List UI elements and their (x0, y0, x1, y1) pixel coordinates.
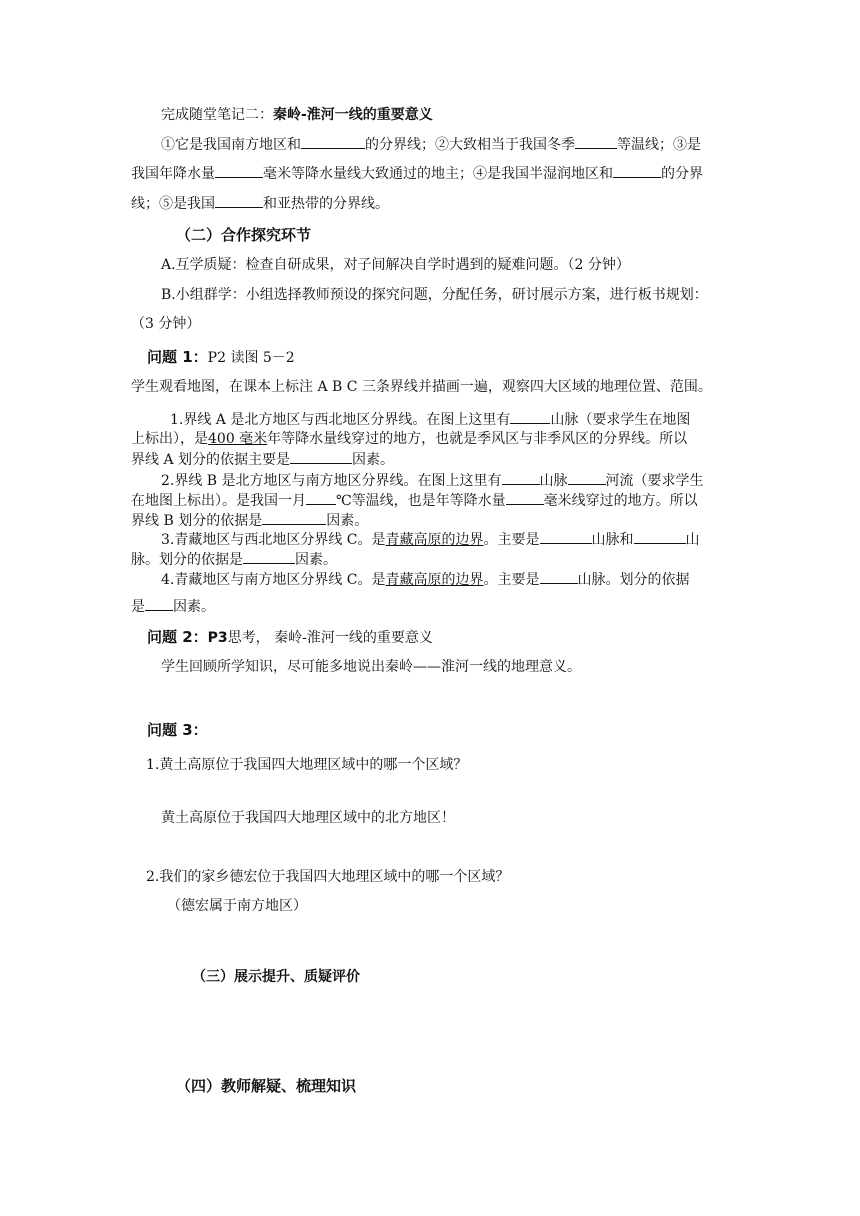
text-seg: 界线 A 划分的依据主要是 (131, 452, 291, 468)
text-seg: 线；⑤是我国 (131, 196, 215, 212)
notes2-line2 (131, 163, 703, 184)
q3-answer-1: 黄土高原位于我国四大地理区域中的北方地区！ (161, 810, 455, 826)
sec2-b1: B.小组群学：小组选择教师预设的探究问题，分配任务，研讨展示方案，进行板书规划： (161, 287, 708, 303)
fill-blank[interactable] (510, 409, 550, 424)
underlined-text: 400 毫米 (208, 431, 268, 447)
sec2-a: A.互学质疑：检查自研成果，对子间解决自学时遇到的疑难问题。（2 分钟） (161, 257, 630, 273)
text-seg: 。主要是 (483, 572, 540, 588)
text-seg: 毫米等降水量线大致通过的地主；④是我国半湿润地区和 (263, 166, 613, 182)
q2-label: 问题 2： (147, 628, 208, 646)
fill-blank[interactable] (568, 470, 606, 485)
section-3-heading: （三）展示提升、质疑评价 (192, 969, 360, 985)
text-seg: 我国年降水量 (131, 166, 215, 182)
text-seg: 上标出），是 (131, 431, 208, 447)
text-seg: 在地图上标出）。是我国一月 (131, 493, 306, 509)
text-seg: 和亚热带的分界线。 (263, 196, 389, 212)
text-seg: 1.界线 A 是北方地区与西北地区分界线。在图上这里有 (170, 412, 511, 428)
q1-item3-line1 (161, 529, 700, 550)
q1-heading (147, 347, 295, 368)
q2-rest: 思考， 秦岭-淮河一线的重要意义 (227, 630, 433, 646)
text-seg: ℃等温线，也是年等降水量 (336, 493, 506, 509)
text-seg: 毫米线穿过的地方。所以 (543, 493, 698, 509)
text-seg: 河流（要求学生 (605, 473, 704, 489)
text-seg: 山脉（要求学生在地图 (550, 412, 691, 428)
text-seg: 脉。划分的依据是 (131, 552, 243, 568)
q2-body: 学生回顾所学知识，尽可能多地说出秦岭——淮河一线的地理意义。 (161, 659, 581, 675)
text-seg: 3.青藏地区与西北地区分界线 C。是 (161, 532, 386, 548)
fill-blank[interactable] (540, 569, 578, 584)
fill-blank[interactable] (613, 163, 661, 178)
notes2-title: 秦岭-淮河一线的重要意义 (273, 107, 433, 123)
notes2-prefix: 完成随堂笔记二： (161, 107, 273, 123)
fill-blank[interactable] (262, 510, 326, 525)
q1-item4-line1 (161, 569, 690, 590)
q1-item4-line2 (131, 596, 215, 617)
q1-item1-line3 (131, 449, 394, 470)
notes2-line3 (131, 193, 389, 214)
fill-blank[interactable] (301, 134, 365, 149)
notes2-title-line (161, 105, 433, 125)
section-2-heading: （二）合作探究环节 (176, 226, 312, 244)
sec2-b2: （3 分钟） (131, 316, 201, 332)
q3-heading: 问题 3： (147, 721, 208, 739)
fill-blank[interactable] (540, 529, 592, 544)
text-seg: 山脉 (539, 473, 568, 489)
text-seg: 年等降水量线穿过的地方，也就是季风区与非季风区的分界线。所以 (267, 431, 688, 447)
text-seg: 界线 B 划分的依据是 (131, 513, 263, 529)
text-seg: 的分界线；②大致相当于我国冬季 (365, 137, 575, 153)
q2-heading (147, 627, 433, 648)
q1-item2-line2 (131, 490, 698, 511)
underlined-text: 青藏高原的边界 (385, 572, 484, 588)
text-seg: 山 (685, 532, 700, 548)
fill-blank[interactable] (243, 549, 295, 564)
text-seg: 4.青藏地区与南方地区分界线 C。是 (161, 572, 386, 588)
text-seg: 山脉和 (591, 532, 634, 548)
text-seg: ①它是我国南方地区和 (161, 137, 301, 153)
fill-blank[interactable] (502, 470, 540, 485)
q1-label: 问题 1： (147, 348, 208, 366)
text-seg: 等温线；③是 (617, 137, 701, 153)
q1-item2-line3 (131, 510, 368, 531)
section-4-heading: （四）教师解疑、梳理知识 (176, 1077, 357, 1095)
fill-blank[interactable] (290, 449, 352, 464)
text-seg: 山脉。划分的依据 (577, 572, 690, 588)
fill-blank[interactable] (634, 529, 686, 544)
text-seg: 因素。 (326, 513, 369, 529)
text-seg: 。主要是 (483, 532, 540, 548)
fill-blank[interactable] (145, 596, 173, 611)
text-seg: 是 (131, 599, 145, 615)
q1-item3-line2 (131, 549, 337, 570)
fill-blank[interactable] (575, 134, 617, 149)
q2-ref: P3 (207, 630, 228, 646)
underlined-text: 青藏高原的边界 (385, 532, 484, 548)
q1-ref: P2 读图 5－2 (207, 350, 295, 366)
text-seg: 因素。 (173, 599, 215, 615)
text-seg: 因素。 (295, 552, 337, 568)
notes2-line1 (161, 134, 701, 155)
q3-question-1: 1.黄土高原位于我国四大地理区域中的哪一个区域？ (146, 757, 468, 773)
text-seg: 的分界 (661, 166, 703, 182)
fill-blank[interactable] (215, 163, 263, 178)
fill-blank[interactable] (506, 490, 544, 505)
q3-question-2: 2.我们的家乡德宏位于我国四大地理区域中的哪一个区域？ (146, 869, 510, 885)
fill-blank[interactable] (306, 490, 336, 505)
q1-item1-line2 (131, 429, 687, 449)
q3-answer-2: （德宏属于南方地区） (167, 898, 307, 914)
text-seg: 因素。 (352, 452, 395, 468)
q1-item2-line1 (161, 470, 704, 491)
q1-intro: 学生观看地图，在课本上标注 A B C 三条界线并描画一遍，观察四大区域的地理位置、范围。 (131, 379, 712, 395)
text-seg: 2.界线 B 是北方地区与南方地区分界线。在图上这里有 (161, 473, 502, 489)
q1-item1-line1 (170, 409, 690, 430)
fill-blank[interactable] (215, 193, 263, 208)
